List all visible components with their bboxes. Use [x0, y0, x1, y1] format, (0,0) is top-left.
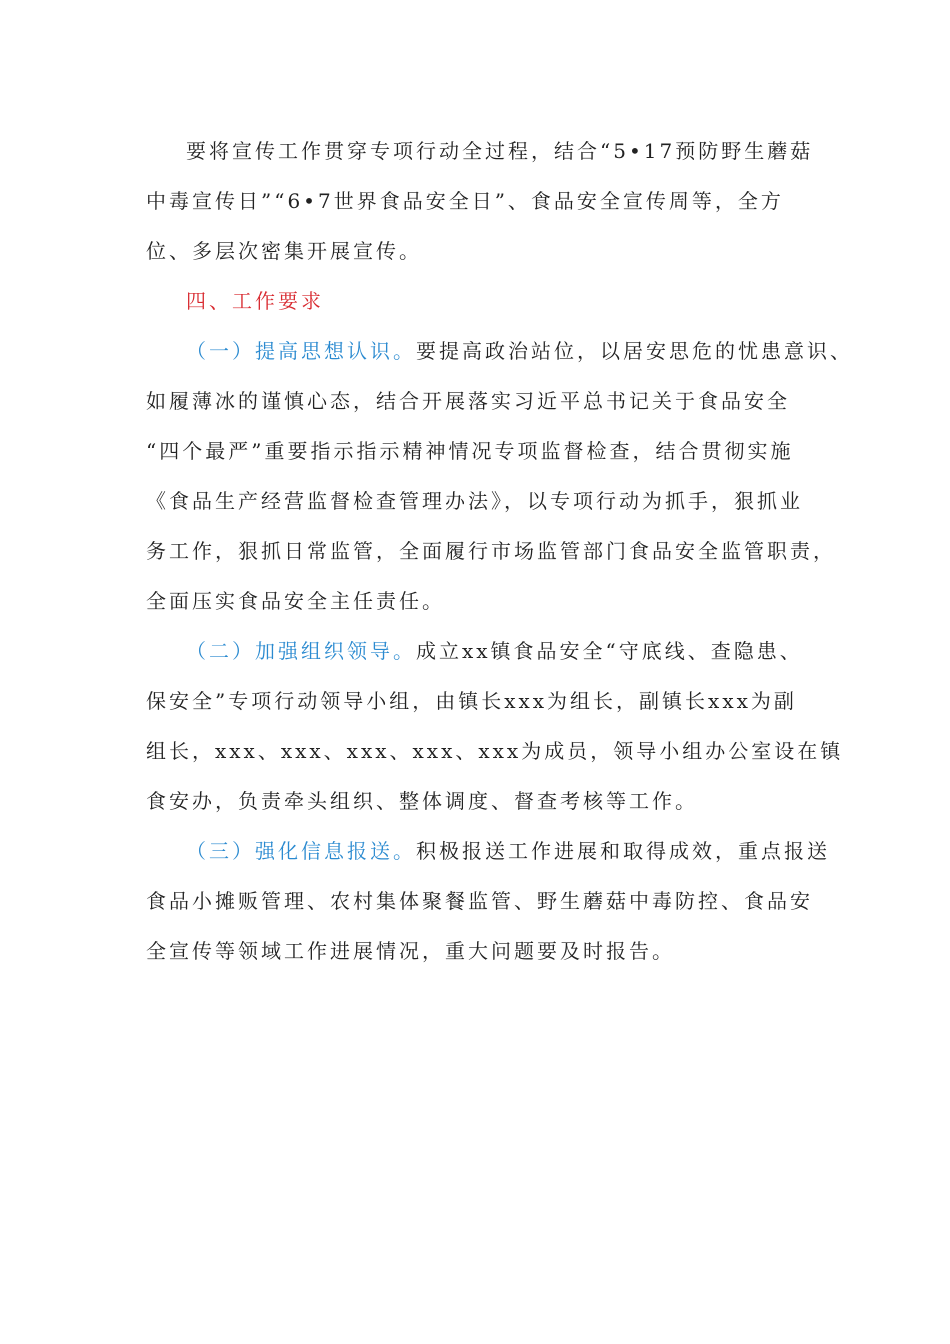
paragraph-line: 食安办，负责牵头组织、整体调度、督查考核等工作。	[146, 789, 698, 813]
item1-text: 要提高政治站位，以居安思危的忧患意识、	[416, 339, 853, 363]
item1-title: （一）提高思想认识。	[186, 339, 416, 363]
paragraph-line: 位、多层次密集开展宣传。	[146, 239, 422, 263]
paragraph-line: 要将宣传工作贯穿专项行动全过程，结合“5•17预防野生蘑菇	[186, 139, 814, 163]
paragraph-line: 《食品生产经营监督检查管理办法》，以专项行动为抓手，狠抓业	[146, 489, 803, 513]
item2-text: 成立xx镇食品安全“守底线、查隐患、	[416, 639, 803, 663]
paragraph-line: “四个最严”重要指示指示精神情况专项监督检查，结合贯彻实施	[146, 439, 794, 463]
section-heading: 四、工作要求	[186, 289, 324, 313]
item2-title: （二）加强组织领导。	[186, 639, 416, 663]
paragraph-line: 组长，xxx、xxx、xxx、xxx、xxx为成员，领导小组办公室设在镇	[146, 739, 844, 763]
paragraph-line: 全面压实食品安全主任责任。	[146, 589, 445, 613]
paragraph-line: 全宣传等领域工作进展情况，重大问题要及时报告。	[146, 939, 675, 963]
paragraph-line: 食品小摊贩管理、农村集体聚餐监管、野生蘑菇中毒防控、食品安	[146, 889, 813, 913]
item3-first-line	[186, 838, 830, 864]
item1-first-line	[186, 338, 853, 364]
paragraph-line: 如履薄冰的谨慎心态，结合开展落实习近平总书记关于食品安全	[146, 389, 790, 413]
paragraph-line: 务工作，狠抓日常监管，全面履行市场监管部门食品安全监管职责，	[146, 539, 836, 563]
item2-first-line	[186, 638, 803, 664]
paragraph-line: 保安全”专项行动领导小组，由镇长xxx为组长，副镇长xxx为副	[146, 689, 797, 713]
item3-title: （三）强化信息报送。	[186, 839, 416, 863]
item3-text: 积极报送工作进展和取得成效，重点报送	[416, 839, 830, 863]
paragraph-line: 中毒宣传日”“6•7世界食品安全日”、食品安全宣传周等，全方	[146, 189, 784, 213]
